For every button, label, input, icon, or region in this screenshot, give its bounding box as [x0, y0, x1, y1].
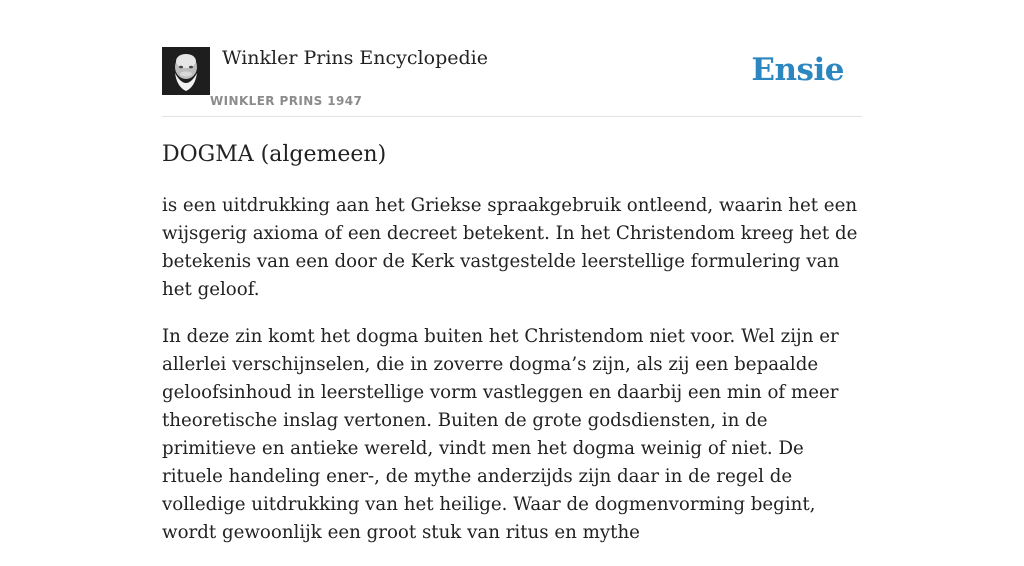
- source-title[interactable]: Winkler Prins Encyclopedie: [222, 47, 488, 69]
- article-paragraph: In deze zin komt het dogma buiten het Christendom niet voor. Wel zijn er allerlei verschijnselen, die in zoverre dogma’s zijn, als zij een bepaalde geloofsinhoud in leerstellige vorm vastleggen en daarbij een min of meer theoretische inslag vertonen. Buiten de grote godsdiensten, in de primitieve en antieke wereld, vindt men het dogma weinig of niet. De rituele handeling ener-, de mythe anderzijds zijn daar in de regel de volledige uitdrukking van het heilige. Waar de dogmenvorming begint, wordt gewoonlijk een groot stuk van ritus en mythe: [162, 326, 839, 543]
- article-body: [162, 192, 862, 566]
- article-title: DOGMA (algemeen): [162, 142, 387, 167]
- portrait-avatar-icon[interactable]: [162, 47, 210, 95]
- brand-logo[interactable]: Ensie: [751, 52, 844, 88]
- source-edition-label: WINKLER PRINS 1947: [210, 94, 363, 108]
- source-header: [162, 0, 862, 117]
- article-paragraph: is een uitdrukking aan het Griekse spraakgebruik ontleend, waarin het een wijsgerig axioma of een decreet betekent. In het Christendom kreeg het de betekenis van een door de Kerk vastgestelde leerstellige formulering van het geloof.: [162, 195, 858, 300]
